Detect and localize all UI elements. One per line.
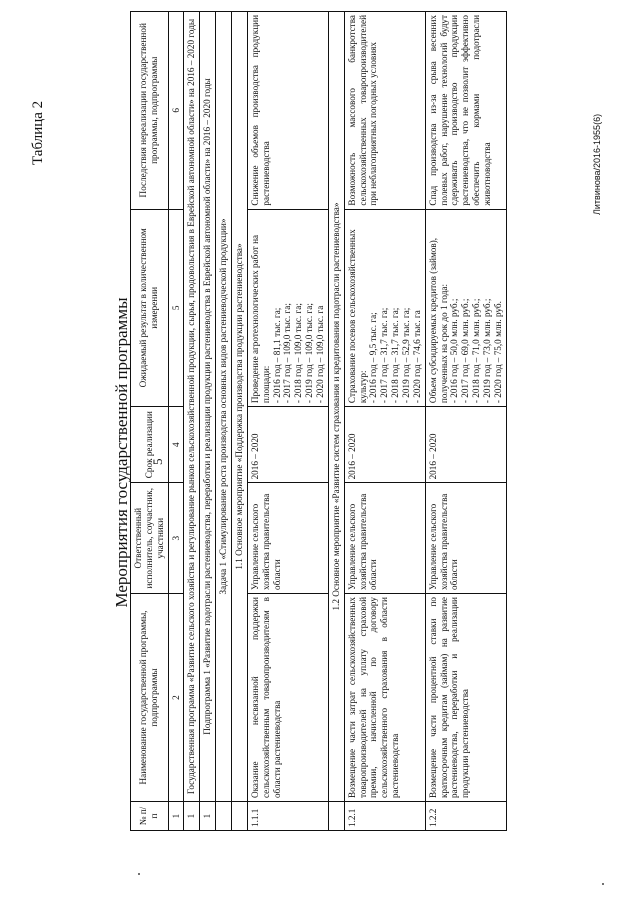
column-number: 4 xyxy=(168,407,184,483)
programme-measures-table xyxy=(130,11,507,831)
result-item: - 2019 год – 73,0 млн. руб.; xyxy=(482,213,493,404)
header-executor: Ответственный исполнитель, соучастник, участники xyxy=(131,483,169,594)
programme-num: 1 xyxy=(184,802,200,831)
subprogramme-num: 1 xyxy=(200,802,216,831)
header-period: Срок реализации xyxy=(131,407,169,483)
column-number: 1 xyxy=(168,802,184,831)
row-consequence: Снижение объемов производства продукции растениеводства xyxy=(247,12,328,210)
row-period: 2016 – 2020 xyxy=(425,407,506,483)
row-consequence: Возможность массового банкротства сельскохозяйственных товаропроизводителей при неблагоприятных погодных условиях xyxy=(344,12,425,210)
row-result xyxy=(425,209,506,407)
header-num: № п/п xyxy=(131,802,169,831)
row-consequence: Спад производства из-за срыва весенних полевых работ, нарушение технологий будут сдерживать производство продукции растениеводства, что не позволит эффективно обеспечить кормами подотрасли животноводства xyxy=(425,12,506,210)
measure-row xyxy=(328,12,344,831)
result-list xyxy=(272,213,326,404)
row-num: 1.1.1 xyxy=(247,802,328,831)
table-header-row xyxy=(131,12,169,831)
header-consequence: Последствия нереализации государственной программы, подпрограммы xyxy=(131,12,169,210)
scan-speck xyxy=(602,883,604,885)
table-row xyxy=(344,12,425,831)
result-item: - 2017 год – 109,0 тыс. га; xyxy=(282,213,293,404)
result-intro: Страхование посевов сельскохозяйственных культур: xyxy=(346,229,368,404)
result-item: - 2020 год – 74,6 тыс. га xyxy=(412,213,423,404)
result-item: - 2018 год – 31,7 тыс. га; xyxy=(390,213,401,404)
result-item: - 2016 год – 9,5 тыс. га; xyxy=(368,213,379,404)
row-executor: Управление сельского хозяйства правительства области xyxy=(344,483,425,594)
row-period: 2016 – 2020 xyxy=(247,407,328,483)
scan-speck xyxy=(138,873,140,875)
subprogramme-title: Подпрограмма 1 «Развитие подотрасли растениеводства, переработки и реализации продукции растениеводства в Еврейской автономной области» на 2016 – 2020 годы xyxy=(200,12,216,802)
programme-row xyxy=(184,12,200,831)
result-item: - 2020 год – 109,0 тыс. га xyxy=(315,213,326,404)
row-name: Оказание несвязанной поддержки сельскохозяйственным товаропроизводителям в области растениеводства xyxy=(247,594,328,802)
task-row xyxy=(216,12,232,831)
result-item: - 2017 год – 69,0 млн. руб.; xyxy=(460,213,471,404)
result-item: - 2019 год – 109,0 тыс. га; xyxy=(304,213,315,404)
table-label: Таблица 2 xyxy=(30,100,46,165)
row-num: 1.2.2 xyxy=(425,802,506,831)
column-number: 2 xyxy=(168,594,184,802)
row-result xyxy=(247,209,328,407)
result-item: - 2018 год – 109,0 тыс. га; xyxy=(293,213,304,404)
measure-row xyxy=(232,12,248,831)
result-item: - 2020 год – 75,0 млн. руб. xyxy=(493,213,504,404)
result-intro: Проведение агротехнологических работ на площади: xyxy=(249,234,271,404)
row-result xyxy=(344,209,425,407)
page-number: 5 xyxy=(150,458,165,465)
row-executor: Управление сельского хозяйства правительства области xyxy=(425,483,506,594)
column-number-row xyxy=(168,12,184,831)
row-num: 1.2.1 xyxy=(344,802,425,831)
document-title: Мероприятия государственной программы xyxy=(112,297,131,608)
measure-title: 1.1 Основное мероприятие «Поддержка производства продукции растениеводства» xyxy=(232,12,248,802)
column-number: 3 xyxy=(168,483,184,594)
subprogramme-row xyxy=(200,12,216,831)
result-item: - 2016 год – 50,0 млн. руб.; xyxy=(449,213,460,404)
table-row xyxy=(425,12,506,831)
task-title: Задача 1 «Стимулирование роста производства основных видов растениеводческой продукции» xyxy=(216,12,232,802)
result-item: - 2017 год – 31,7 тыс. га; xyxy=(379,213,390,404)
result-list xyxy=(449,213,503,404)
programme-title: Государственная программа «Развитие сельского хозяйства и регулирование рынков сельскохозяйственной продукции, сырья, продовольствия в Еврейской автономной области» на 2016 – 2020 годы xyxy=(184,12,200,802)
row-executor: Управление сельского хозяйства правительства области xyxy=(247,483,328,594)
result-item: - 2018 год – 71,0 млн. руб.; xyxy=(471,213,482,404)
column-number: 6 xyxy=(168,12,184,210)
table-row xyxy=(247,12,328,831)
row-name: Возмещение части процентной ставки по краткосрочным кредитам (займам) на развитие растениеводства, переработки и реализации продукции растениеводства xyxy=(425,594,506,802)
footer-code: Литвинова/2016-1955(6) xyxy=(592,113,602,215)
result-intro: Объем субсидируемых кредитов (займов), полученных на срок до 1 года: xyxy=(427,237,449,404)
row-period: 2016 – 2020 xyxy=(344,407,425,483)
measure-title: 1.2 Основное мероприятие «Развитие систем страхования и кредитования подотрасли растениеводства» xyxy=(328,12,344,802)
result-item: - 2016 год – 81,1 тыс. га; xyxy=(272,213,283,404)
row-name: Возмещение части затрат сельскохозяйственных товаропроизводителей на уплату страховой премии, начисленной по договору сельскохозяйственного страхования в области растениеводства xyxy=(344,594,425,802)
column-number: 5 xyxy=(168,209,184,407)
header-name: Наименование государственной программы, подпрограммы xyxy=(131,594,169,802)
result-item: - 2019 год – 52,9 тыс. га; xyxy=(401,213,412,404)
header-result: Ожидаемый результат в количественном измерении xyxy=(131,209,169,407)
result-list xyxy=(368,213,422,404)
